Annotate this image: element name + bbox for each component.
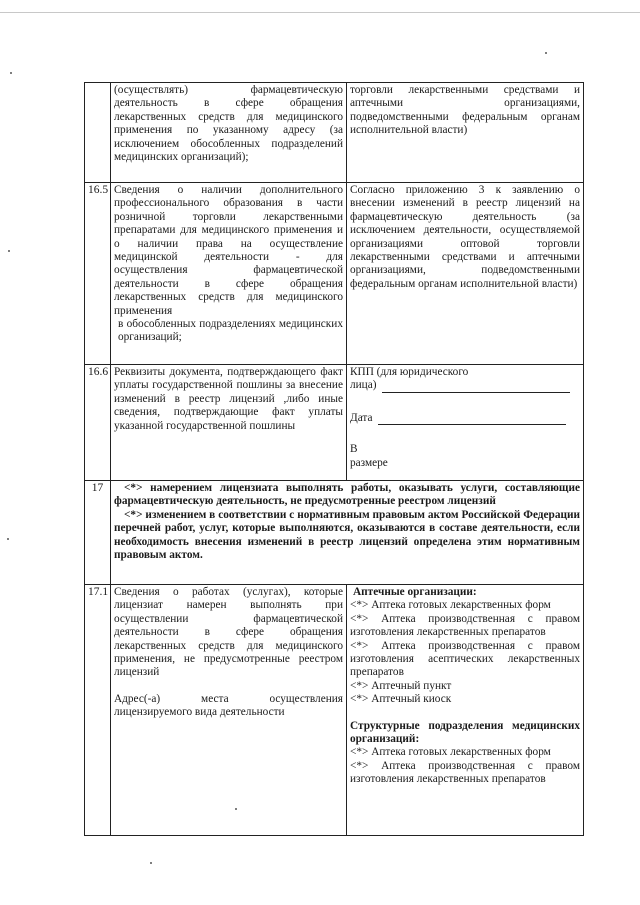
structural-heading: Структурные подразделения медицинских организаций: — [350, 719, 580, 746]
payment-fields — [347, 365, 584, 481]
reason-option: <*> изменением в соответствии с нормативным правовым актом Российской Федерации перечней работ, услуг, которые выполняются, оказываются в составе деятельности, если необходимость внесения изменений в реестр лицензий определена этим нормативным правовым актом. — [114, 508, 580, 562]
description-paragraph: Сведения о наличии дополнительного профессионального образования в части розничной торговли лекарственными препаратами для медицинского применения и о наличии права на осуществление медицинской деятельности - для осуществления фармацевтической деятельности в сфере обращения лекарственных средств для медицинского применения — [114, 184, 343, 317]
changes-table — [84, 82, 584, 836]
scan-speck — [10, 72, 12, 74]
option-item[interactable]: <*> Аптека готовых лекарственных форм — [350, 746, 551, 759]
option-item[interactable]: <*> Аптека производственная с правом изготовления асептических лекарственных препаратов — [350, 639, 580, 679]
scan-speck — [8, 250, 10, 252]
table-row — [85, 365, 584, 481]
field-description: (осуществлять) фармацевтическую деятельность в сфере обращения лекарственных средств для медицинского применения по указанному адресу (за исключением обособленных подразделений медицинских организаций); — [111, 83, 347, 183]
kpp-field: лица) — [350, 379, 580, 392]
address-description: Адрес(-а) места осуществления лицензируемого вида деятельности — [114, 692, 343, 719]
row-number: 16.6 — [85, 365, 111, 481]
row-number: 17.1 — [85, 585, 111, 836]
date-input-line[interactable] — [378, 413, 566, 425]
field-description: Реквизиты документа, подтверждающего факт уплаты государственной пошлины за внесение изменений в реестр лицензий ,либо иные сведения, подтверждающие факт уплаты указанной государственной пошлины — [111, 365, 347, 481]
field-value: торговли лекарственными средствами и аптечными организациями, подведомственными федеральным органам исполнительной власти) — [347, 83, 584, 183]
table-row — [85, 481, 584, 585]
field-value: Согласно приложению 3 к заявлению о внесении изменений в реестр лицензий на фармацевтическую деятельность (за исключением деятельности, осуществляемой организациями оптовой торговли лекарственными средствами и аптечными организациями, подведомственными федеральным органам исполнительной власти) — [347, 183, 584, 365]
option-item[interactable]: <*> Аптечный киоск — [350, 693, 452, 706]
scan-speck — [545, 52, 547, 54]
scan-speck — [150, 862, 152, 864]
pharmacy-heading: Аптечные организации: — [353, 586, 477, 598]
scan-speck — [7, 538, 9, 540]
table-row — [85, 83, 584, 183]
row-number: 16.5 — [85, 183, 111, 365]
scan-speck — [235, 808, 237, 810]
option-item[interactable]: <*> Аптека готовых лекарственных форм — [350, 599, 551, 612]
amount-label-2: размере — [350, 456, 388, 469]
kpp-label: КПП (для юридического — [350, 366, 469, 378]
description-paragraph: в обособленных подразделениях медицинских организаций; — [118, 318, 343, 344]
table-row — [85, 183, 584, 365]
reason-text — [111, 481, 584, 585]
amount-label: В — [350, 443, 358, 456]
works-description: Сведения о работах (услугах), которые лицензиат намерен выполнять при осуществлении фармацевтической деятельности в сфере обращения лекарственных средств для медицинского применения, не предусмотренные реестром лицензий — [114, 586, 343, 679]
page-top-rule — [0, 12, 640, 13]
row-number: 17 — [85, 481, 111, 585]
option-item[interactable]: <*> Аптечный пункт — [350, 679, 452, 692]
kpp-input-line[interactable] — [382, 381, 570, 393]
table-row — [85, 585, 584, 836]
field-description — [111, 183, 347, 365]
option-item[interactable]: <*> Аптека производственная с правом изготовления лекарственных препаратов — [350, 612, 580, 639]
date-field: Дата — [350, 412, 580, 425]
field-description — [111, 585, 347, 836]
works-options — [347, 585, 584, 836]
reason-option: <*> намерением лицензиата выполнять работы, оказывать услуги, составляющие фармацевтическую деятельность, не предусмотренные реестром лицензий — [114, 482, 580, 508]
option-item[interactable]: <*> Аптека производственная с правом изготовления лекарственных препаратов — [350, 759, 580, 786]
row-number — [85, 83, 111, 183]
